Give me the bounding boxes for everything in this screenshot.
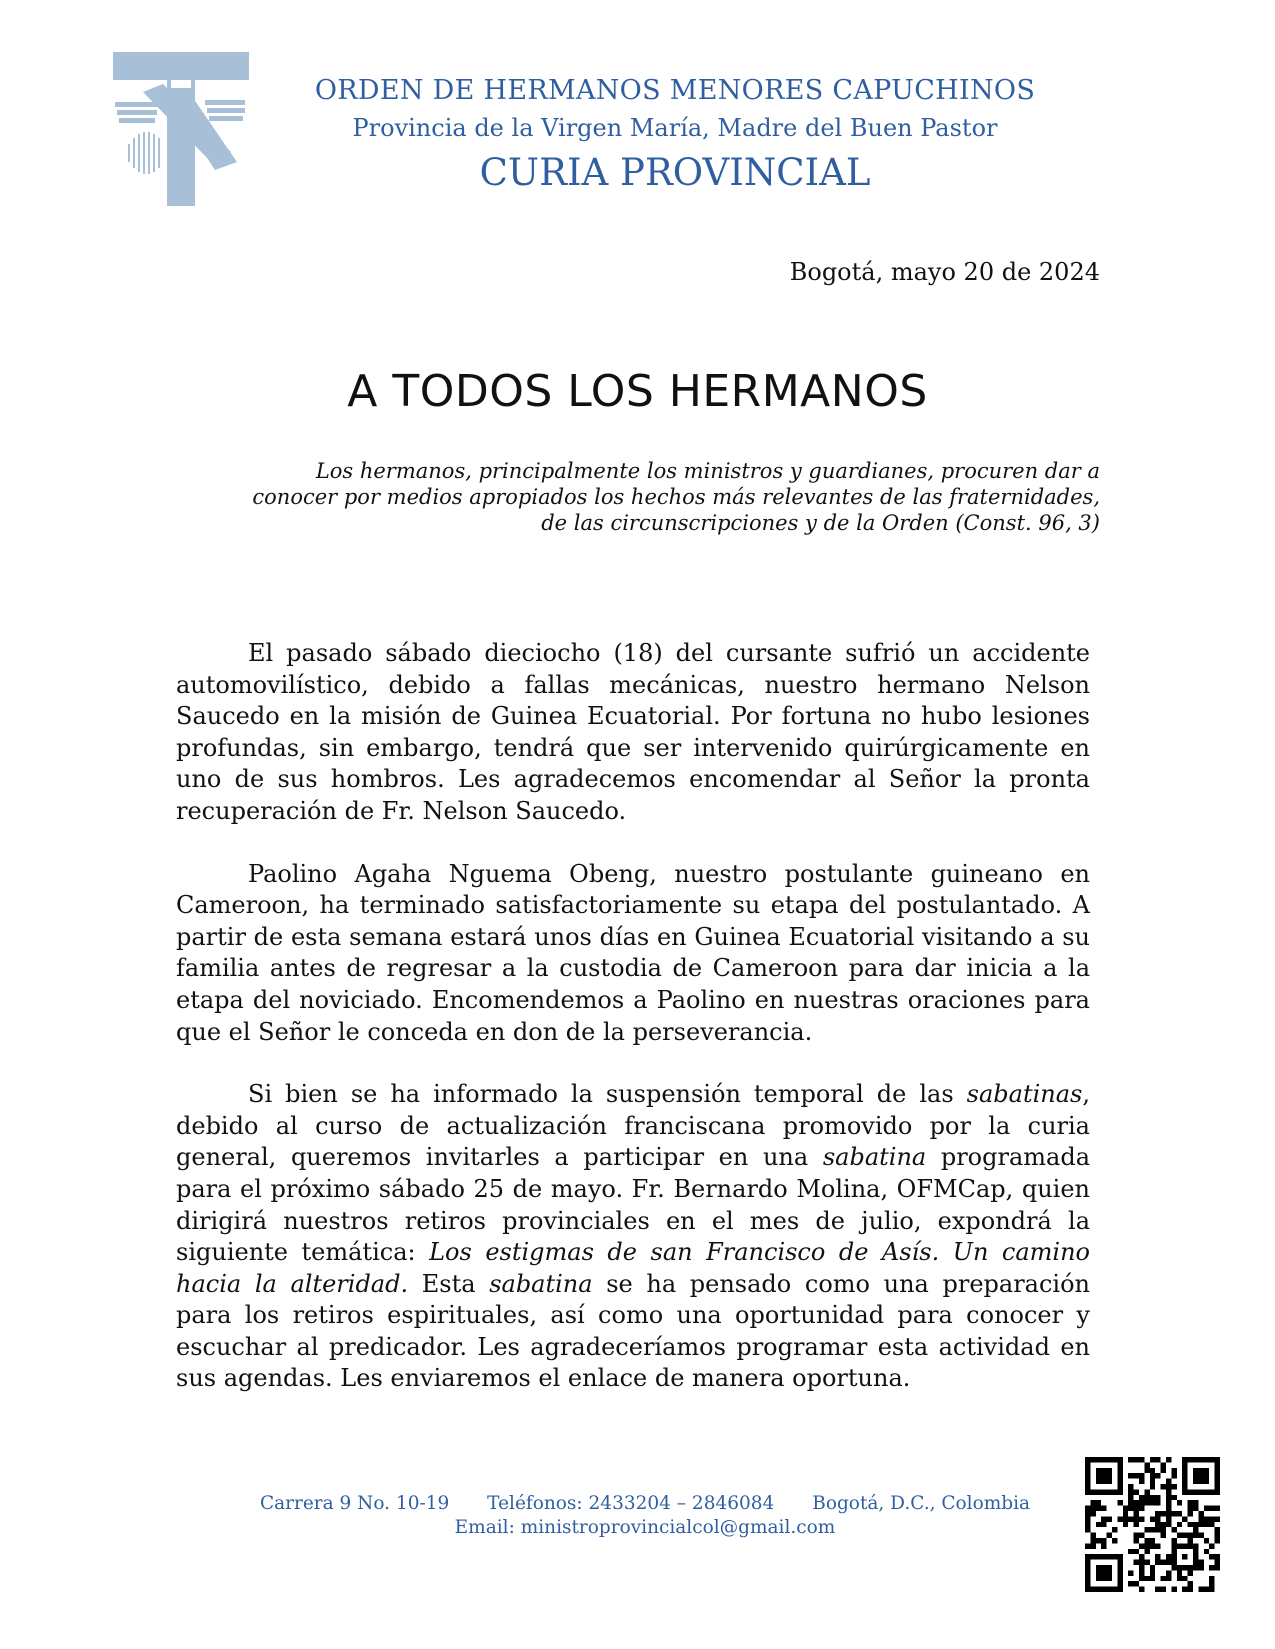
text-run: , debido al curso de actualización franciscana promovido por la curia general, queremos invitarles a participar en una xyxy=(176,1080,1090,1172)
italic-term: sabatina xyxy=(822,1143,927,1172)
paragraph-accident: El pasado sábado dieciocho (18) del cursante sufrió un accidente automovilístico, debido a fallas mecánicas, nuestro hermano Nelson Saucedo en la misión de Guinea Ecuatorial. Por fortuna no hubo lesiones profundas, sin embargo, tendrá que ser intervenido quirúrgicamente en uno de sus hombros. Les agradecemos encomendar al Señor la pronta recuperación de Fr. Nelson Saucedo. xyxy=(176,639,1090,825)
text-run: Esta xyxy=(408,1269,490,1298)
footer-row xyxy=(190,1492,1100,1516)
text-run: programada para el próximo sábado 25 de mayo. Fr. Bernardo Molina, OFMCap, quien dirigirá nuestros retiros provinciales en el mes de julio, expondrá la siguiente temática: xyxy=(176,1143,1091,1267)
footer-contact xyxy=(190,1492,1100,1540)
order-name: ORDEN DE HERMANOS MENORES CAPUCHINOS xyxy=(314,75,1036,106)
text-run: se ha pensado como una preparación para los retiros espirituales, así como una oportunidad para conocer y escuchar al predicador. Les agradeceríamos programar esta actividad en sus agendas. Les enviaremos el enlace de manera oportuna. xyxy=(176,1269,1091,1393)
footer-city: Bogotá, D.C., Colombia xyxy=(812,1493,1031,1514)
quote-line: conocer por medios apropiados los hechos más relevantes de las fraternidades, xyxy=(252,485,1100,509)
quote-line: de las circunscripciones y de la Orden (Const. 96, 3) xyxy=(541,511,1100,535)
franciscan-tau-crossed-arms-icon xyxy=(113,52,249,206)
italic-term: sabatina xyxy=(489,1269,593,1298)
province-name: Provincia de la Virgen María, Madre del Buen Pastor xyxy=(352,114,998,142)
footer-address: Carrera 9 No. 10-19 xyxy=(259,1493,450,1514)
talk-title: Los estigmas de san Francisco de Asís. Un camino hacia la alteridad. xyxy=(176,1238,1091,1298)
text-run: Si bien se ha informado la suspensión temporal de las xyxy=(248,1080,967,1109)
paragraph-sabatina xyxy=(176,1079,1090,1395)
footer-phones: Teléfonos: 2433204 – 2846084 xyxy=(487,1493,775,1514)
letter-date: Bogotá, mayo 20 de 2024 xyxy=(789,258,1100,286)
qr-code-icon xyxy=(1085,1457,1220,1592)
letter-body xyxy=(176,638,1090,1426)
paragraph-postulant: Paolino Agaha Nguema Obeng, nuestro postulante guineano en Cameroon, ha terminado satisfactoriamente su etapa del postulantado. A partir de esta semana estará unos días en Guinea Ecuatorial visitando a su familia antes de regresar a la custodia de Cameroon para dar inicia a la etapa del noviciado. Encomendemos a Paolino en nuestras oraciones para que el Señor le conceda en don de la perseverancia. xyxy=(176,859,1090,1046)
letterhead xyxy=(260,72,1090,198)
quote-line: Los hermanos, principalmente los ministros y guardianes, procuren dar a xyxy=(315,459,1100,483)
epigraph-quote xyxy=(180,458,1100,536)
footer-email: Email: ministroprovincialcol@gmail.com xyxy=(454,1517,836,1538)
curia-name: CURIA PROVINCIAL xyxy=(479,151,871,194)
italic-term: sabatinas xyxy=(966,1080,1083,1109)
letter-title: A TODOS LOS HERMANOS xyxy=(347,366,928,417)
